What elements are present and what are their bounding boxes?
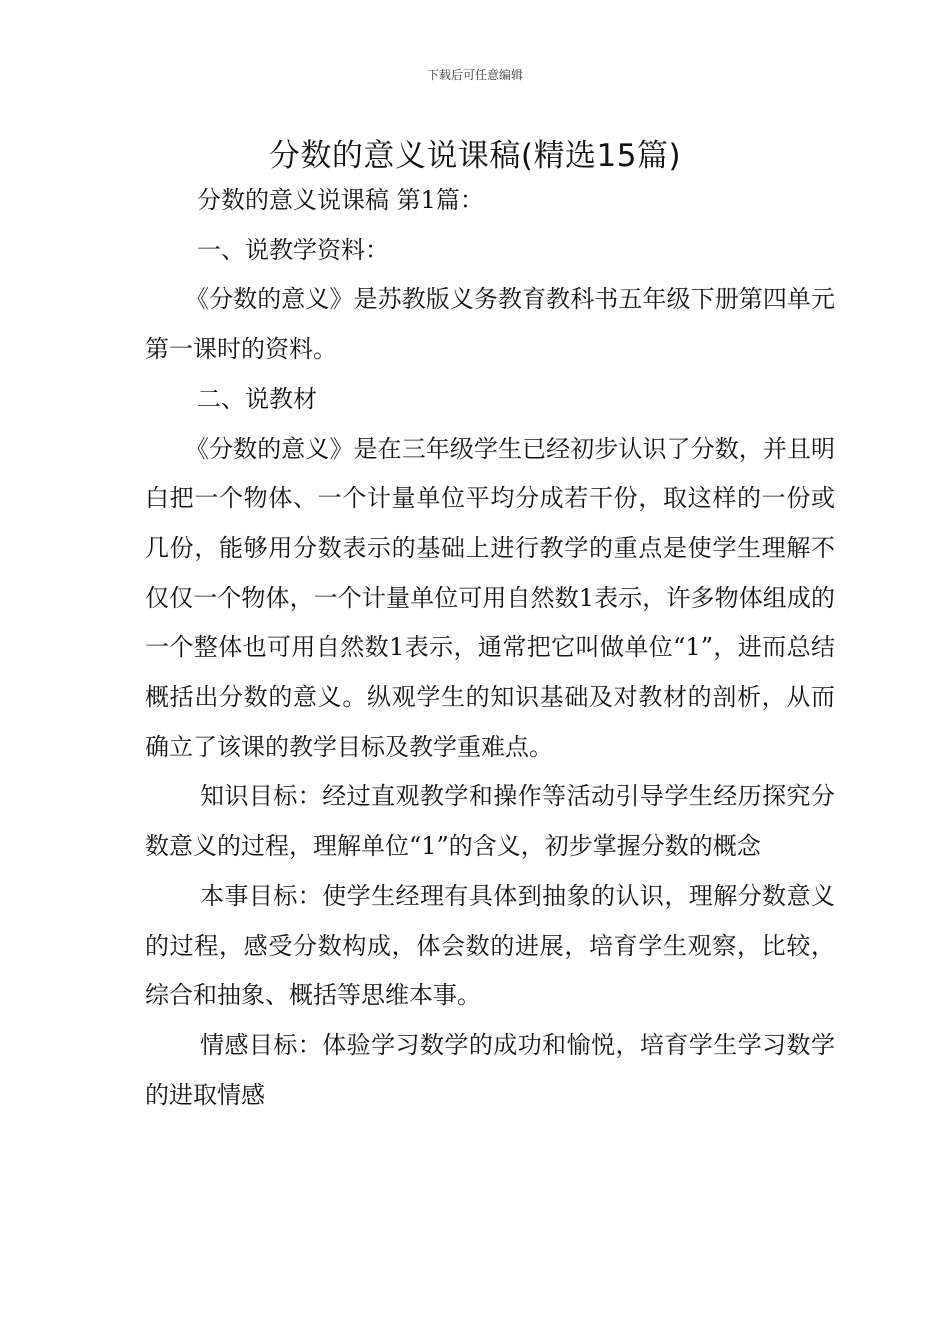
document-body xyxy=(145,176,835,1120)
paragraph-emotion-goal: 情感目标：体验学习数学的成功和愉悦，培育学生学习数学的进取情感 xyxy=(145,1030,835,1109)
document-title: 分数的意义说课稿(精选15篇) xyxy=(268,138,682,174)
paragraph-textbook: 《分数的意义》是在三年级学生已经初步认识了分数，并且明白把一个物体、一个计量单位平均分成若干份，取这样的一份或几份，能够用分数表示的基础上进行教学的重点是使学生理解不仅仅一个物体，一个计量单位可用自然数1表示，许多物体组成的一个整体也可用自然数1表示，通常把它叫做单位“1”，进而总结概括出分数的意义。纵观学生的知识基础及对教材的剖析，从而确立了该课的教学目标及教学重难点。 xyxy=(145,434,835,761)
paragraph-ability-goal: 本事目标：使学生经理有具体到抽象的认识，理解分数意义的过程，感受分数构成，体会数的进展，培育学生观察，比较，综合和抽象、概括等思维本事。 xyxy=(145,881,835,1010)
header-note: 下载后可任意编辑 xyxy=(426,68,523,82)
paragraph-knowledge-goal: 知识目标：经过直观教学和操作等活动引导学生经历探究分数意义的过程，理解单位“1”的含义，初步掌握分数的概念 xyxy=(145,782,835,861)
paragraph-heading-2: 二、说教材 xyxy=(197,384,317,413)
paragraph-material: 《分数的意义》是苏教版义务教育教科书五年级下册第四单元第一课时的资料。 xyxy=(145,285,835,364)
paragraph-section-heading: 分数的意义说课稿 第1篇： xyxy=(197,186,484,214)
paragraph-heading-1: 一、说教学资料： xyxy=(197,235,389,264)
